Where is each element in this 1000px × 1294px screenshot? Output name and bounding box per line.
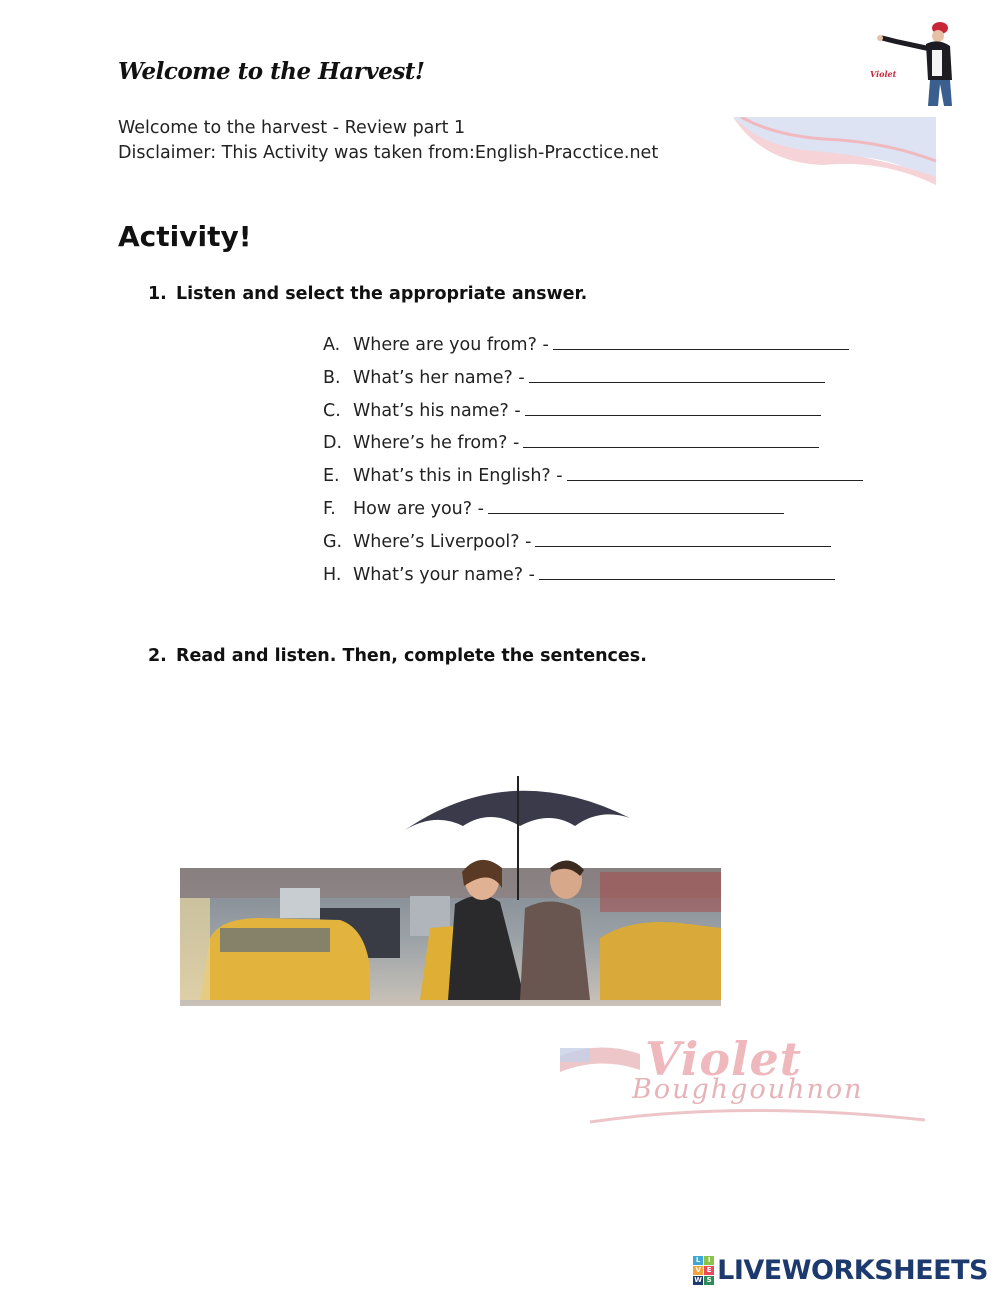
question-text: What’s your name? - xyxy=(353,564,535,585)
watermark-logo xyxy=(560,1030,930,1130)
question-text: Where are you from? - xyxy=(353,335,549,355)
question-letter: G. xyxy=(323,531,343,552)
question-letter: E. xyxy=(323,466,340,487)
answer-blank[interactable] xyxy=(529,364,825,383)
question-item xyxy=(323,561,863,594)
question-letter: A. xyxy=(323,335,341,355)
question-text: How are you? - xyxy=(353,498,484,519)
question-letter: B. xyxy=(323,367,341,388)
section-text: Read and listen. Then, complete the sentences. xyxy=(176,646,647,666)
answer-blank[interactable] xyxy=(535,528,831,547)
subtitle-line: Welcome to the harvest - Review part 1 xyxy=(118,118,466,138)
watermark-surname: Boughgouhnon xyxy=(632,1074,864,1105)
question-item xyxy=(323,528,863,561)
small-brand-logo: Violet xyxy=(870,69,897,79)
answer-blank[interactable] xyxy=(567,462,863,481)
answer-blank[interactable] xyxy=(553,331,849,350)
question-item xyxy=(323,397,863,430)
answer-blank[interactable] xyxy=(525,397,821,416)
question-text: Where’s he from? - xyxy=(353,433,520,454)
question-text: What’s her name? - xyxy=(353,367,525,388)
question-item xyxy=(323,495,863,528)
liveworksheets-badge-icon: L I V E W S xyxy=(693,1256,714,1285)
question-item xyxy=(323,462,863,495)
section-2-instruction xyxy=(148,646,647,666)
liveworksheets-logo xyxy=(693,1255,988,1286)
flag-swoosh-decoration xyxy=(733,117,938,187)
disclaimer-line: Disclaimer: This Activity was taken from:English-Pracctice.net xyxy=(118,143,659,163)
couple-umbrella-photo xyxy=(180,768,722,1008)
question-item xyxy=(323,364,863,397)
teacher-photo xyxy=(868,18,956,108)
question-letter: F. xyxy=(323,498,336,519)
section-1-instruction xyxy=(148,284,587,304)
watermark-name: Violet xyxy=(645,1032,803,1086)
question-text: What’s his name? - xyxy=(353,400,521,421)
answer-blank[interactable] xyxy=(539,561,835,580)
section-text: Listen and select the appropriate answer. xyxy=(176,284,588,304)
question-item xyxy=(323,429,863,462)
question-item xyxy=(323,331,863,364)
question-letter: H. xyxy=(323,564,342,585)
liveworksheets-wordmark: LIVEWORKSHEETS xyxy=(717,1255,988,1286)
section-number: 1. xyxy=(148,284,167,304)
question-letter: C. xyxy=(323,400,341,421)
question-text: What’s this in English? - xyxy=(353,466,563,487)
question-text: Where’s Liverpool? - xyxy=(353,531,532,552)
answer-blank[interactable] xyxy=(523,429,819,448)
section-number: 2. xyxy=(148,646,167,666)
question-list xyxy=(323,331,863,593)
worksheet-title: Welcome to the Harvest! xyxy=(118,58,425,85)
question-letter: D. xyxy=(323,433,343,454)
activity-heading: Activity! xyxy=(118,220,252,253)
answer-blank[interactable] xyxy=(488,495,784,514)
